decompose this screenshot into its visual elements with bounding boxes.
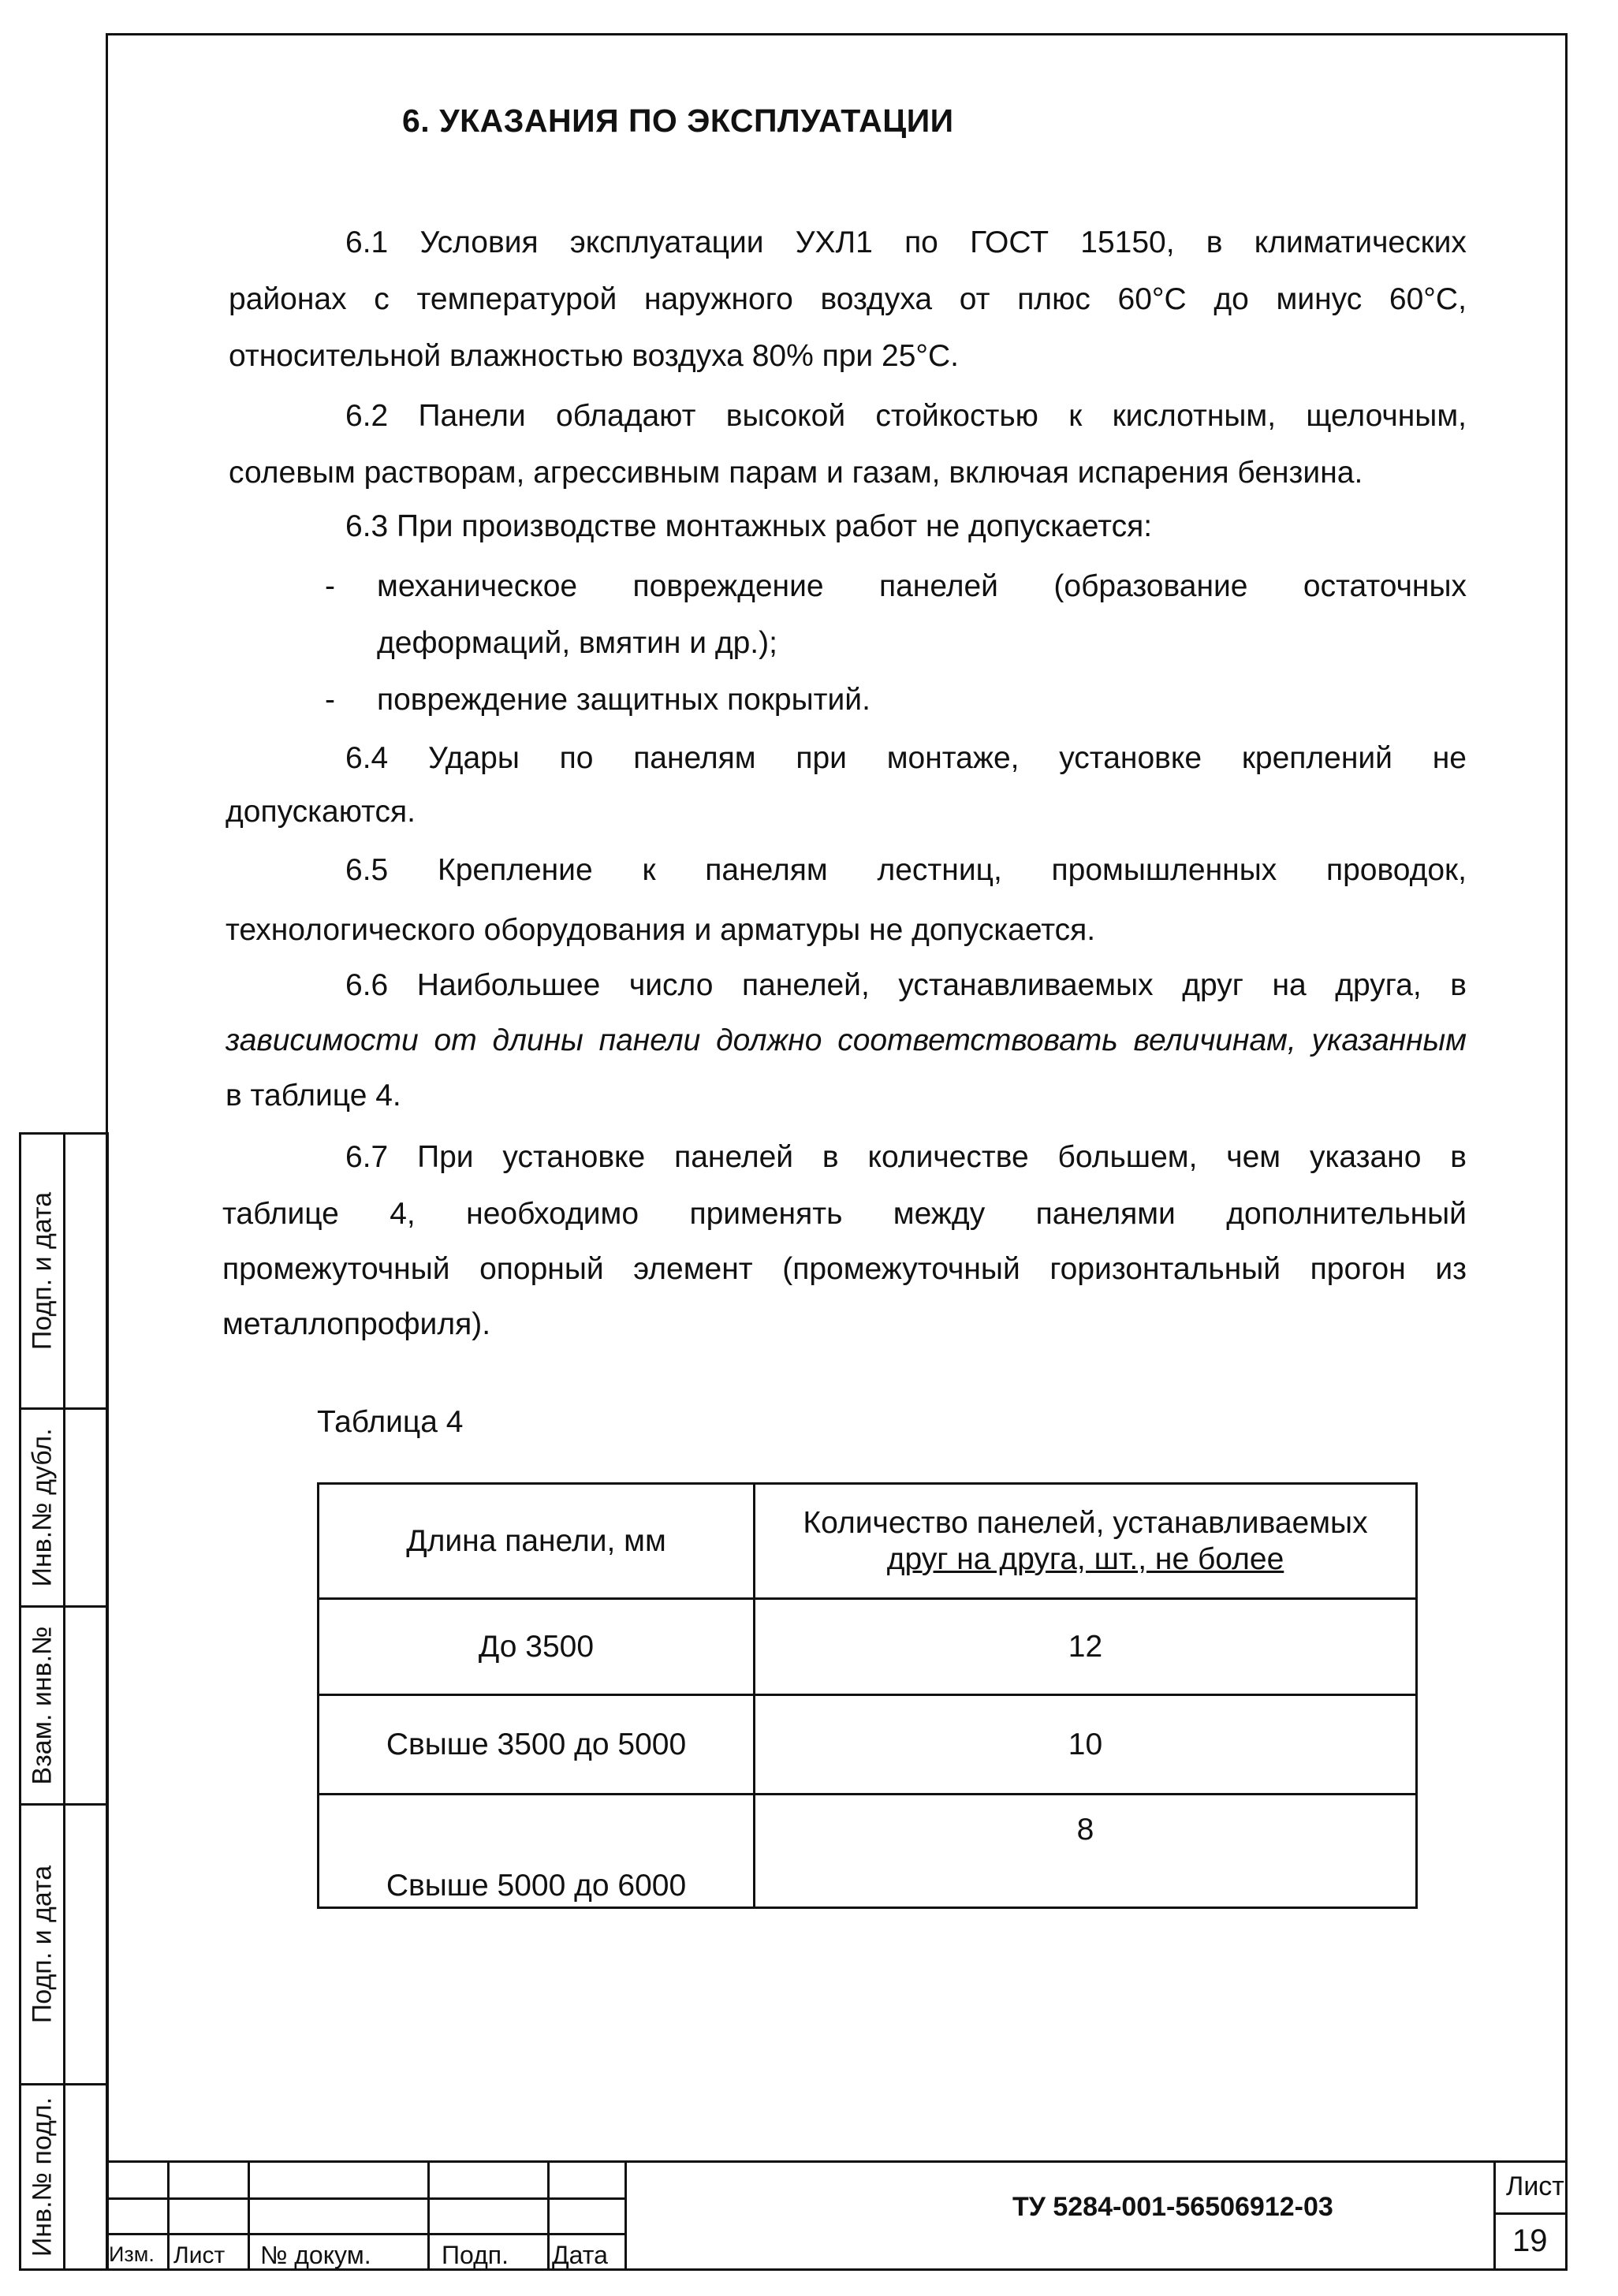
table-header-line1: Количество панелей, устанавливаемых [803, 1505, 1368, 1540]
p63-bullet1-line1: механическое повреждение панелей (образование остаточных [377, 569, 1467, 603]
title-block [106, 2160, 1568, 2271]
p66-line2: зависимости от длины панели должно соответствовать величинам, указанным [226, 1023, 1467, 1057]
document-designation: ТУ 5284-001-56506912-03 [1012, 2192, 1333, 2222]
table-row [319, 1599, 1417, 1695]
p63-bullet1-line2: деформаций, вмятин и др.); [377, 626, 777, 660]
p61-line2: районах с температурой наружного воздуха от плюс 60°С до минус 60°С, [229, 282, 1467, 316]
p66-line3: в таблице 4. [226, 1079, 401, 1113]
side-stamp-label: Инв.№ подл. [27, 2097, 57, 2257]
table-header-row [319, 1484, 1417, 1599]
bullet-dash: - [325, 683, 335, 717]
col-izm: Изм. [109, 2242, 155, 2266]
side-stamp-label: Взам. инв.№ [27, 1626, 57, 1785]
side-stamp-cell [19, 1132, 109, 1410]
p62-line2: солевым растворам, агрессивным парам и газам, включая испарения бензина. [229, 456, 1363, 490]
table-header-cell: Длина панели, мм [319, 1484, 755, 1599]
sheet-number: 19 [1512, 2223, 1548, 2258]
table-cell: Свыше 5000 до 6000 [319, 1795, 755, 1908]
sheet-label: Лист [1506, 2171, 1564, 2201]
p61-line3: относительной влажностью воздуха 80% при 25°С. [229, 339, 960, 373]
side-stamp-label: Инв.№ дубл. [27, 1428, 57, 1587]
side-stamp-cell [19, 2083, 109, 2271]
table-cell: Свыше 3500 до 5000 [319, 1695, 755, 1795]
table-cell: 8 [755, 1795, 1417, 1908]
table-cell: До 3500 [319, 1599, 755, 1695]
p65-line2: технологического оборудования и арматуры не допускается. [226, 913, 1096, 947]
p64-line1: 6.4 Удары по панелям при монтаже, установке креплений не [345, 741, 1467, 775]
p67-line3: промежуточный опорный элемент (промежуточный горизонтальный прогон из [222, 1252, 1467, 1286]
p67-line2: таблице 4, необходимо применять между панелями дополнительный [222, 1197, 1467, 1231]
col-doc-number: № докум. [260, 2241, 371, 2269]
p63-bullet2-line1: повреждение защитных покрытий. [377, 683, 871, 717]
col-list: Лист [173, 2242, 226, 2268]
table-4 [317, 1482, 1418, 1909]
table-cell: 10 [755, 1695, 1417, 1795]
table-cell: 12 [755, 1599, 1417, 1695]
bullet-dash: - [325, 569, 335, 603]
side-stamp-cell [19, 1407, 109, 1608]
p61-line1: 6.1 Условия эксплуатации УХЛ1 по ГОСТ 15150, в климатических [345, 226, 1467, 259]
p64-line2: допускаются. [226, 795, 416, 829]
table-row [319, 1695, 1417, 1795]
p67-line4: металлопрофиля). [222, 1307, 491, 1341]
col-signature: Подп. [442, 2241, 509, 2269]
p63-line1: 6.3 При производстве монтажных работ не допускается: [345, 509, 1153, 543]
table-header-cell [755, 1484, 1417, 1599]
col-date: Дата [552, 2241, 608, 2269]
side-stamp-cell [19, 1605, 109, 1806]
p62-line1: 6.2 Панели обладают высокой стойкостью к кислотным, щелочным, [345, 399, 1467, 433]
p67-line1: 6.7 При установке панелей в количестве большем, чем указано в [345, 1140, 1467, 1174]
side-stamp-cell [19, 1803, 109, 2085]
table-header-line2: друг на друга, шт., не более [886, 1541, 1284, 1576]
table-caption: Таблица 4 [317, 1405, 464, 1439]
p65-line1: 6.5 Крепление к панелям лестниц, промышленных проводок, [345, 853, 1467, 887]
section-title: 6. УКАЗАНИЯ ПО ЭКСПЛУАТАЦИИ [402, 102, 954, 139]
table-row [319, 1795, 1417, 1908]
side-stamp-label: Подп. и дата [27, 1865, 57, 2024]
p66-line1: 6.6 Наибольшее число панелей, устанавливаемых друг на друга, в [345, 968, 1467, 1002]
side-stamp-label: Подп. и дата [27, 1191, 57, 1351]
